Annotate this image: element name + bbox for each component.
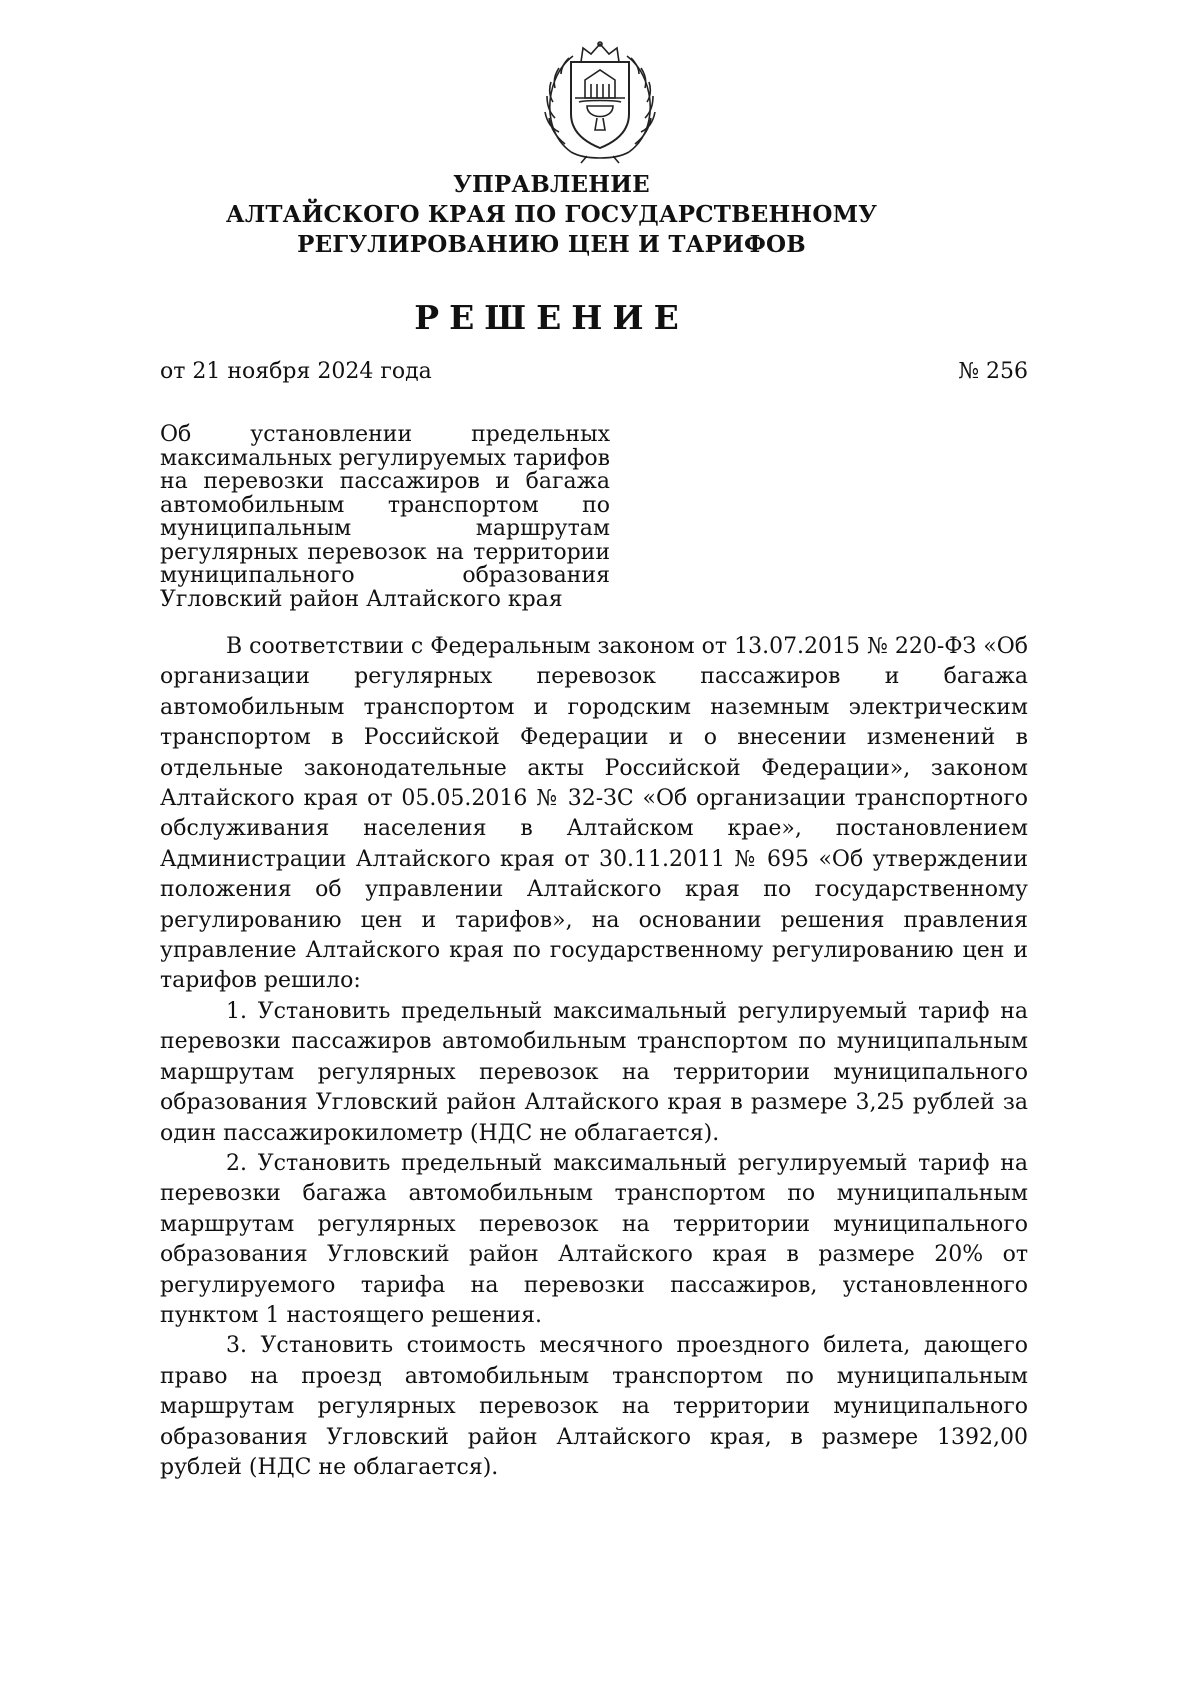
decision-item-2: 2. Установить предельный максимальный регулируемый тариф на перевозки багажа автомобильным транспортом по муниципальным маршрутам регулярных перевозок на территории муниципального образования Угловский район Алтайского края в размере 20% от регулируемого тарифа на перевозки пассажиров, установленного пунктом 1 настоящего решения. — [160, 1150, 1028, 1328]
preamble-paragraph: В соответствии с Федеральным законом от 13.07.2015 № 220-ФЗ «Об организации регулярных перевозок пассажиров и багажа автомобильным транспортом и городским наземным электрическим транспортом в Российской Федерации и о внесении изменений в отдельные законодательные акты Российской Федерации», законом Алтайского края от 05.05.2016 № 32-ЗС «Об организации транспортного обслуживания населения в Алтайском крае», постановлением Администрации Алтайского края от 30.11.2011 № 695 «Об утверждении положения об управлении Алтайского края по государственному регулированию цен и тарифов», на основании решения правления управление Алтайского края по государственному регулированию цен и тарифов решило: — [160, 634, 1028, 994]
subject-line: на перевозки пассажиров и багажа — [160, 469, 610, 494]
subject-line: Об установлении предельных — [160, 422, 610, 447]
decision-item-3: 3. Установить стоимость месячного проездного билета, дающего право на проезд автомобильным транспортом по муниципальным маршрутам регулярных перевозок на территории муниципального образования Угловский район Алтайского края, в размере 1392,00 рублей (НДС не облагается). — [160, 1333, 1028, 1480]
document-subject — [160, 423, 610, 611]
date-number-line — [160, 358, 1028, 388]
authority-line-2: АЛТАЙСКОГО КРАЯ ПО ГОСУДАРСТВЕННОМУ — [225, 201, 878, 228]
authority-line-1: УПРАВЛЕНИЕ — [453, 171, 650, 198]
document-body — [160, 632, 1028, 1483]
decision-item-1: 1. Установить предельный максимальный регулируемый тариф на перевозки пассажиров автомобильным транспортом по муниципальным маршрутам регулярных перевозок на территории муниципального образования Угловский район Алтайского края в размере 3,25 рублей за один пассажирокилометр (НДС не облагается). — [160, 998, 1028, 1146]
subject-line: регулярных перевозок на территории — [160, 539, 610, 565]
document-number: № 256 — [958, 359, 1028, 384]
subject-line: Угловский район Алтайского края — [160, 586, 563, 612]
subject-line: автомобильным транспортом по — [160, 492, 610, 518]
subject-line: муниципальным маршрутам — [160, 516, 610, 541]
subject-line: максимальных регулируемых тарифов — [160, 445, 610, 471]
altai-krai-coat-of-arms-icon — [541, 40, 659, 164]
authority-line-3: РЕГУЛИРОВАНИЮ ЦЕН И ТАРИФОВ — [297, 231, 806, 258]
subject-line: муниципального образования — [160, 563, 610, 588]
document-date: от 21 ноября 2024 года — [160, 359, 432, 384]
document-title: РЕШЕНИЕ — [414, 298, 689, 337]
issuing-authority — [0, 170, 1103, 260]
